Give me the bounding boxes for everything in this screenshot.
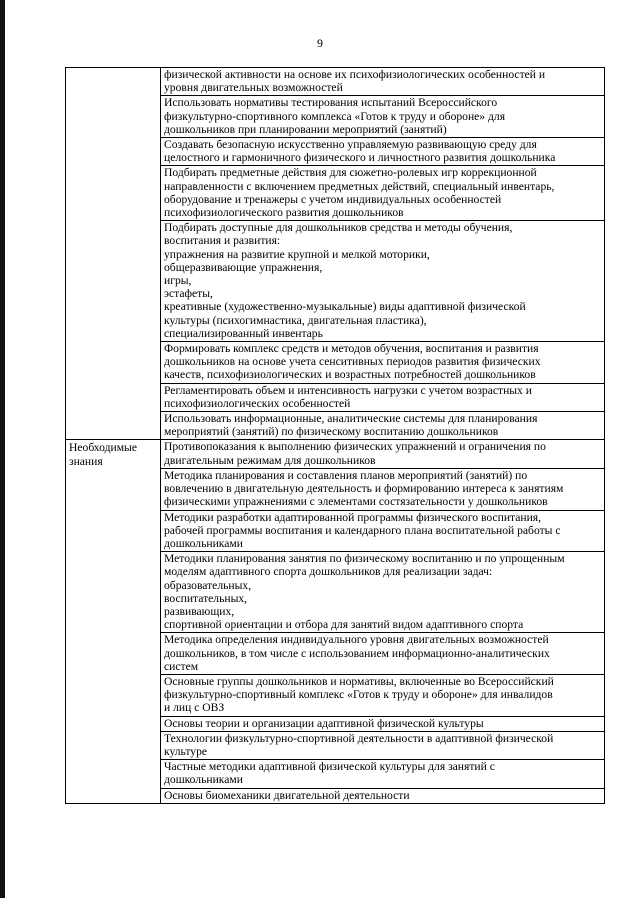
skills-text-line: Использовать информационные, аналитические системы для планирования bbox=[164, 412, 538, 426]
skills-text-line: мероприятий (занятий) по физическому воспитанию дошкольников bbox=[164, 425, 499, 439]
skills-text-line: оборудование и тренажеры с учетом индивидуальных особенностей bbox=[164, 192, 502, 206]
knowledge-text-line: моделям адаптивного спорта дошкольников для реализации задач: bbox=[164, 565, 493, 579]
knowledge-text-line: Методика планирования и составления планов мероприятий (занятий) по bbox=[164, 468, 528, 482]
scan-edge bbox=[0, 0, 5, 898]
skills-text-line: уровня двигательных возможностей bbox=[164, 81, 343, 95]
knowledge-text-line: Частные методики адаптивной физической культуры для занятий с bbox=[164, 760, 495, 774]
skills-text-line: целостного и гармоничного физического и личностного развития дошкольника bbox=[164, 151, 556, 165]
knowledge-text-line: вовлечению в двигательную деятельность и формированию интереса к занятиям bbox=[164, 482, 564, 496]
skills-text-line: дошкольников на основе учета сенситивных периодов развития физических bbox=[164, 355, 541, 369]
skills-text-line: воспитания и развития: bbox=[164, 234, 281, 248]
knowledge-text-line: Технологии физкультурно-спортивной деятельности в адаптивной физической bbox=[164, 731, 554, 745]
knowledge-cell bbox=[161, 731, 605, 759]
skills-text-line: упражнения на развитие крупной и мелкой моторики, bbox=[164, 247, 430, 261]
skills-text-line: психофизиологических особенностей bbox=[164, 396, 351, 410]
knowledge-label-line: Необходимые bbox=[69, 441, 137, 455]
skills-text-line: качеств, психофизиологических и возрастных потребностей дошкольников bbox=[164, 368, 536, 382]
knowledge-text-line: физическими упражнениями с элементами состязательности у дошкольников bbox=[164, 495, 548, 509]
knowledge-text-line: Основы теории и организации адаптивной физической культуры bbox=[164, 716, 484, 730]
knowledge-cell bbox=[161, 552, 605, 633]
skills-text-line: физкультурно-спортивного комплекса «Готов к труду и обороне» для bbox=[164, 109, 506, 123]
knowledge-row bbox=[66, 440, 605, 468]
skills-text-line: Создавать безопасную искусственно управляемую развивающую среду для bbox=[164, 138, 537, 152]
knowledge-cell bbox=[161, 716, 605, 731]
knowledge-text-line: систем bbox=[164, 659, 199, 673]
knowledge-cell bbox=[161, 440, 605, 468]
knowledge-text-line: Основные группы дошкольников и нормативы, включенные во Всероссийский bbox=[164, 674, 554, 688]
skills-cell bbox=[161, 383, 605, 411]
skills-cell bbox=[161, 96, 605, 138]
knowledge-text-line: Основы биомеханики двигательной деятельности bbox=[164, 788, 410, 802]
skills-text-line: направленности с включением предметных действий, специальный инвентарь, bbox=[164, 179, 555, 193]
skills-text-line: Регламентировать объем и интенсивность нагрузки с учетом возрастных и bbox=[164, 383, 532, 397]
knowledge-text-line: дошкольников, в том числе с использованием информационно-аналитических bbox=[164, 646, 550, 660]
skills-text-line: дошкольников при планировании мероприятий (занятий) bbox=[164, 122, 447, 136]
skills-cell bbox=[161, 166, 605, 221]
skills-text-line: общеразвивающие упражнения, bbox=[164, 260, 323, 274]
skills-label bbox=[66, 68, 161, 440]
knowledge-text-line: Противопоказания к выполнению физических упражнений и ограничения по bbox=[164, 440, 546, 454]
knowledge-text-line: дошкольниками bbox=[164, 773, 243, 787]
skills-text-line: игры, bbox=[164, 274, 192, 288]
skills-cell bbox=[161, 138, 605, 166]
knowledge-text-line: воспитательных, bbox=[164, 591, 248, 605]
skills-text-line: Формировать комплекс средств и методов обучения, воспитания и развития bbox=[164, 342, 539, 356]
knowledge-label bbox=[66, 440, 161, 803]
knowledge-text-line: двигательным режимам для дошкольников bbox=[164, 453, 376, 467]
knowledge-text-line: образовательных, bbox=[164, 578, 252, 592]
knowledge-text-line: рабочей программы воспитания и календарного плана воспитательной работы с bbox=[164, 523, 561, 537]
skills-cell bbox=[161, 342, 605, 384]
knowledge-cell bbox=[161, 510, 605, 552]
skills-text-line: культуры (психогимнастика, двигательная пластика), bbox=[164, 313, 427, 327]
knowledge-cell bbox=[161, 760, 605, 788]
knowledge-text-line: Методика определения индивидуального уровня двигательных возможностей bbox=[164, 633, 549, 647]
skills-cell bbox=[161, 221, 605, 342]
skills-cell bbox=[161, 68, 605, 96]
skills-text-line: физической активности на основе их психофизиологических особенностей и bbox=[164, 68, 546, 81]
skills-text-line: Использовать нормативы тестирования испытаний Всероссийского bbox=[164, 96, 498, 110]
knowledge-text-line: спортивной ориентации и отбора для занятий видом адаптивного спорта bbox=[164, 618, 524, 632]
knowledge-text-line: Методики планирования занятия по физическому воспитанию и по упрощенным bbox=[164, 552, 565, 566]
skills-text-line: креативные (художественно-музыкальные) виды адаптивной физической bbox=[164, 300, 526, 314]
skills-text-line: Подбирать доступные для дошкольников средства и методы обучения, bbox=[164, 221, 513, 235]
skills-text-line: эстафеты, bbox=[164, 287, 213, 301]
knowledge-cell bbox=[161, 674, 605, 716]
page-number: 9 bbox=[317, 36, 323, 50]
skills-text-line: Подбирать предметные действия для сюжетно-ролевых игр коррекционной bbox=[164, 166, 537, 180]
knowledge-text-line: и лиц с ОВЗ bbox=[164, 701, 225, 715]
skills-row bbox=[66, 68, 605, 96]
knowledge-text-line: дошкольниками bbox=[164, 536, 243, 550]
knowledge-text-line: Методики разработки адаптированной программы физического воспитания, bbox=[164, 510, 542, 524]
knowledge-text-line: развивающих, bbox=[164, 604, 235, 618]
knowledge-text-line: физкультурно-спортивный комплекс «Готов к труду и обороне» для инвалидов bbox=[164, 688, 553, 702]
skills-cell bbox=[161, 412, 605, 440]
knowledge-text-line: культуре bbox=[164, 744, 208, 758]
knowledge-cell bbox=[161, 468, 605, 510]
skills-text-line: специализированный инвентарь bbox=[164, 326, 323, 340]
competency-table bbox=[65, 67, 605, 804]
knowledge-label-line: знания bbox=[69, 454, 103, 468]
skills-text-line: психофизиологического развития дошкольников bbox=[164, 206, 404, 220]
knowledge-cell bbox=[161, 633, 605, 675]
knowledge-cell bbox=[161, 788, 605, 803]
